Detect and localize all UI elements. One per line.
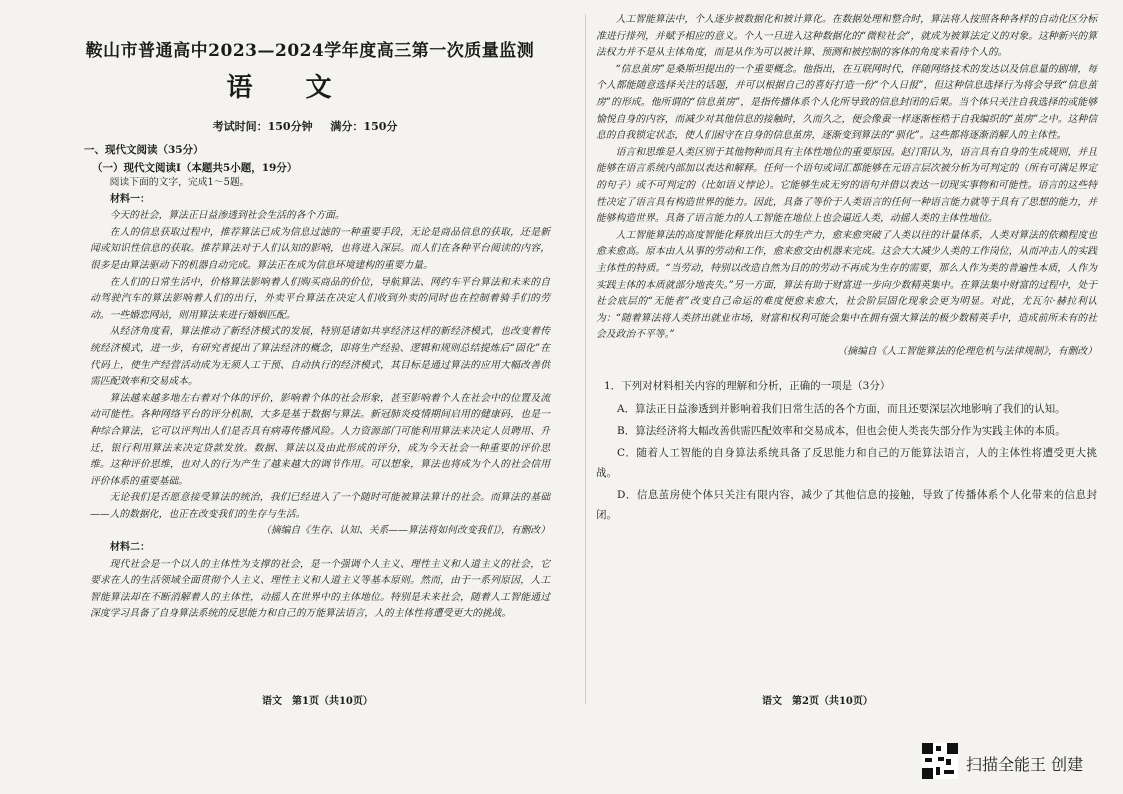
- full-score: 满分：150分: [330, 120, 398, 133]
- subsection-heading: （一）现代文阅读I（本题共5小题，19分）: [92, 162, 298, 174]
- qr-code-icon: [922, 743, 958, 779]
- page-1-footer: 语文 第1页（共10页）: [262, 696, 373, 707]
- exam-info: [60, 118, 550, 134]
- paragraph: 今天的社会，算法正日益渗透到社会生活的各个方面。: [109, 210, 345, 222]
- paragraph: “信息茧房”是桑斯坦提出的一个重要概念。他指出，在互联网时代，伴随网络技术的发达以及信息量的剧增，每个人都能随意选择关注的话题，并可以根据自己的喜好打造一份“个人日报”，但这种信息选择行为将会导致“信息茧房”的形成。他所谓的“信息茧房”，是指传播体系个人化所导致的信息封闭的后果。当个体只关注自我选择的或能够愉悦自身的内容，而减少对其他信息的接触时，久而久之，便会像蚕一样逐渐桎梏于自我编织的“茧房”之中。这种信息的自我锁定状态，使人们困守在自身的信息茧房，逐渐变到算法的“驯化”。这些都将逐渐消解人的主体性。: [596, 63, 1097, 142]
- page-2: [590, 0, 1123, 794]
- option-d: D．信息茧房使个体只关注有限内容，减少了其他信息的接触，导致了传播体系个人化带来的信息封闭。: [596, 489, 1097, 522]
- section-heading: 一、现代文阅读（35分）: [84, 144, 204, 156]
- paragraph: 在人的信息获取过程中，推荐算法已成为信息过滤的一种重要手段，无论是商品信息的获取，还是新闻或知识性信息的获取。推荐算法对于人们认知的影响，也将进入深层。而人们在各种平台阅读的内容，很多是由算法驱动下的机器自动完成。算法正在成为信息环境建构的重要力量。: [90, 226, 550, 271]
- subject-title: 语 文: [226, 73, 354, 103]
- paragraph: 无论我们是否愿意接受算法的统治，我们已经进入了一个随时可能被算法算计的社会。而算法的基础——人的数据化，也正在改变我们的生存与生活。: [90, 492, 550, 520]
- paragraph: 语言和思维是人类区别于其他物种而具有主体性地位的重要原因。赵汀阳认为，语言具有自身的生成规则，并且能够在语言系统内部加以表达和解释。任何一个语句或词汇都能够在元语言层次被分析为可判定的（所有可满足界定的句子）或不可判定的（比如语义悖论）。它能够生成无穷的语句并借以表达一切现实事物和可能性。语言的这些特性决定了语言具有构造世界的能力。因此，具备了等价于人类语言的任何一种语言能力就等于具有了思想的能力，并能够构造世界。具备了语言能力的人工智能在地位上也会逼近人类，动摇人类的主体性地位。: [596, 146, 1097, 225]
- exam-time: 考试时间：150分钟: [212, 120, 313, 133]
- exam-title: 鞍山市普通高中2023—2024学年度高三第一次质量监测: [85, 41, 535, 61]
- option-b: B．算法经济将大幅改善供需匹配效率和交易成本，但也会使人类丧失部分作为实践主体的本质。: [617, 425, 1066, 438]
- paragraph: 人工智能算法中，个人逐步被数据化和被计算化。在数据处理和整合时，算法将人按照各种各样的自动化区分标准进行排列，并赋予相应的意义。个人一旦进入这种数据化的“微粒社会”，就成为被算法定义的对象。这种新兴的算法权力并不是从主体角度，而是从作为可以被计算、预测和被控制的客体的角度来看待个人的。: [596, 14, 1097, 59]
- source-citation: （摘编自《生存、认知、关系——算法将如何改变我们》，有删改）: [260, 525, 550, 537]
- page-divider: [585, 14, 586, 704]
- scanner-brand: 扫描全能王 创建: [966, 755, 1084, 774]
- material-2-label: 材料二：: [110, 542, 150, 554]
- page-2-footer: 语文 第2页（共10页）: [762, 696, 873, 707]
- paragraph: 在人们的日常生活中，价格算法影响着人们购买商品的价位，导航算法、网约车平台算法和未来的自动驾驶汽车的算法影响着人们的出行，外卖平台算法在决定人们收到外卖的同时也在控制着骑手们的劳动。一些婚恋网站，则用算法来进行婚姻匹配。: [90, 276, 550, 321]
- paragraph: 现代社会是一个以人的主体性为支撑的社会，是一个强调个人主义、理性主义和人道主义的社会，它要求在人的生活领域全面贯彻个人主义、理性主义和人道主义等基本原则。然而，由于一系列原因，人工智能算法却在不断消解着人的主体性，动摇人在世界中的主体地位。特别是未来社会，随着人工智能通过深度学习具备了自身算法系统的反思能力和自己的万能算法语言，人的主体性将遭受更大的挑战。: [90, 558, 550, 620]
- option-c: C．随着人工智能的自身算法系统具备了反思能力和自己的万能算法语言，人的主体性将遭受更大挑战。: [596, 447, 1097, 480]
- paragraph: 算法越来越多地左右着对个体的评价，影响着个体的社会形象，甚至影响着个人在社会中的位置及流动可能性。各种网络平台的评分机制，大多是基于数据与算法。新冠肺炎疫情期间启用的健康码，也是一种综合算法，它可以评判出人们是否具有病毒传播风险。人力资源部门可能利用算法来决定人员聘用、升迁，银行利用算法来决定贷款发放。数据、算法以及由此形成的评分，成为今天社会一种重要的评价思维。这种评价思维，也对人的行为产生了越来越大的调节作用。可以想象，算法也将成为个人的社会信用评价体系的重要基础。: [90, 392, 550, 487]
- paragraph: 人工智能算法的高度智能化释放出巨大的生产力，愈来愈突破了人类以往的计量体系，人类对算法的依赖程度也愈来愈高。原本由人从事的劳动和工作，愈来愈交由机器来完成。这会大大减少人类的工作岗位，从而冲击人的实践主体性的特质。“当劳动，特别以改造自然为目的的劳动不再成为生存的需要，那么人作为类的普遍性本质，人作为实践主体的本质就部分地丧失。”另一方面，算法有助于财富进一步向少数精英集中。在算法集中财富的过程中，处于社会底层的“无能者”改变自己命运的难度便愈来愈大，社会阶层固化现象会更为明显。对此，尤瓦尔·赫拉利认为：“随着算法将人类挤出就业市场，财富和权利可能会集中在拥有强大算法的极少数精英手中，造成前所未有的社会及政治不平等。”: [596, 229, 1097, 341]
- option-a: A．算法正日益渗透到并影响着我们日常生活的各个方面，而且还要深层次地影响了我们的认知。: [617, 403, 1066, 416]
- paragraph: 从经济角度看，算法推动了新经济模式的发展，特别是诸如共享经济这样的新经济模式，也改变着传统经济模式，进一步，有研究者提出了算法经济的概念，即将生产经验、逻辑和规则总结提炼后“固化”在代码上，使生产经营活动成为无须人工干预、自动执行的经济模式，其目标是通过算法的应用大幅改善供需匹配效率和交易成本。: [90, 326, 550, 388]
- source-citation: （摘编自《人工智能算法的伦理危机与法律规制》，有删改）: [837, 345, 1097, 357]
- material-1-label: 材料一：: [110, 193, 150, 205]
- question-1: 1．下列对材料相关内容的理解和分析，正确的一项是（3分）: [604, 380, 891, 393]
- instruction: 阅读下面的文字，完成1～5题。: [109, 177, 250, 188]
